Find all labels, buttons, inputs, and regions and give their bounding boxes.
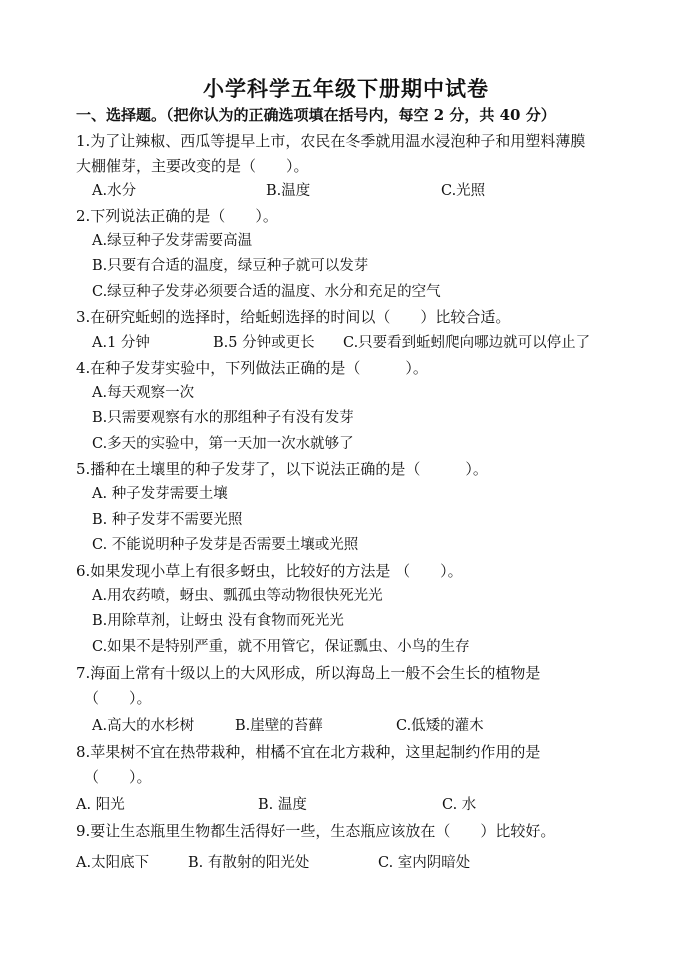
q5-option-a: A. 种子发芽需要土壤	[92, 486, 228, 502]
q9-option-a: A.太阳底下	[76, 855, 150, 871]
q1-text-line2: 大棚催芽，主要改变的是（ ）。	[76, 157, 309, 175]
q4-option-a: A.每天观察一次	[92, 385, 195, 401]
q5-text: 5.播种在土壤里的种子发芽了，以下说法正确的是（ ）。	[76, 460, 488, 478]
q4-option-b: B.只需要观察有水的那组种子有没有发芽	[92, 410, 354, 426]
q6-text: 6.如果发现小草上有很多蚜虫，比较好的方法是 （ ）。	[76, 562, 463, 580]
q7-text-line1: 7.海面上常有十级以上的大风形成，所以海岛上一般不会生长的植物是	[76, 664, 541, 682]
q6-option-a: A.用农药喷，蚜虫、瓢孤虫等动物很快死光光	[92, 588, 383, 604]
q2-option-b: B.只要有合适的温度，绿豆种子就可以发芽	[92, 258, 369, 274]
q8-option-a: A. 阳光	[76, 797, 125, 813]
q1-text-line1: 1.为了让辣椒、西瓜等提早上市，农民在冬季就用温水浸泡种子和用塑料薄膜	[76, 132, 586, 150]
q1-option-a: A.水分	[92, 183, 137, 199]
q6-option-c: C.如果不是特别严重，就不用管它，保证瓢虫、小鸟的生存	[92, 639, 470, 655]
q4-option-c: C.多天的实验中，第一天加一次水就够了	[92, 436, 354, 452]
q2-text: 2.下列说法正确的是（ ）。	[76, 207, 278, 225]
section-heading: 一、选择题。（把你认为的正确选项填在括号内，每空 2 分，共 40 分）	[76, 106, 556, 124]
q7-option-b: B.崖壁的苔藓	[235, 718, 323, 734]
q3-option-b: B.5 分钟或更长	[213, 335, 315, 351]
q4-text: 4.在种子发芽实验中，下列做法正确的是（ ）。	[76, 359, 428, 377]
q3-option-c: C.只要看到蚯蚓爬向哪边就可以停止了	[343, 335, 591, 351]
q8-text-line2: （ ）。	[84, 768, 152, 786]
q8-option-b: B. 温度	[258, 797, 307, 813]
q7-option-c: C.低矮的灌木	[396, 718, 484, 734]
q1-option-c: C.光照	[441, 183, 486, 199]
q7-text-line2: （ ）。	[84, 689, 152, 707]
q5-option-c: C. 不能说明种子发芽是否需要土壤或光照	[92, 537, 359, 553]
q5-option-b: B. 种子发芽不需要光照	[92, 512, 243, 528]
q8-option-c: C. 水	[442, 797, 477, 813]
q9-option-c: C. 室内阴暗处	[378, 855, 471, 871]
q1-option-b: B.温度	[266, 183, 311, 199]
q7-option-a: A.高大的水杉树	[92, 718, 195, 734]
q3-text: 3.在研究蚯蚓的选择时，给蚯蚓选择的时间以（ ）比较合适。	[76, 308, 511, 326]
q8-text-line1: 8.苹果树不宜在热带栽种，柑橘不宜在北方栽种，这里起制约作用的是	[76, 743, 541, 761]
q2-option-a: A.绿豆种子发芽需要高温	[92, 233, 253, 249]
q2-option-c: C.绿豆种子发芽必须要合适的温度、水分和充足的空气	[92, 284, 441, 300]
q6-option-b: B.用除草剂，让蚜虫 没有食物而死光光	[92, 613, 344, 629]
q9-text: 9.要让生态瓶里生物都生活得好一些，生态瓶应该放在（ ）比较好。	[76, 822, 556, 840]
q9-option-b: B. 有散射的阳光处	[188, 855, 310, 871]
page-title: 小学科学五年级下册期中试卷	[203, 76, 489, 101]
q3-option-a: A.1 分钟	[92, 335, 150, 351]
